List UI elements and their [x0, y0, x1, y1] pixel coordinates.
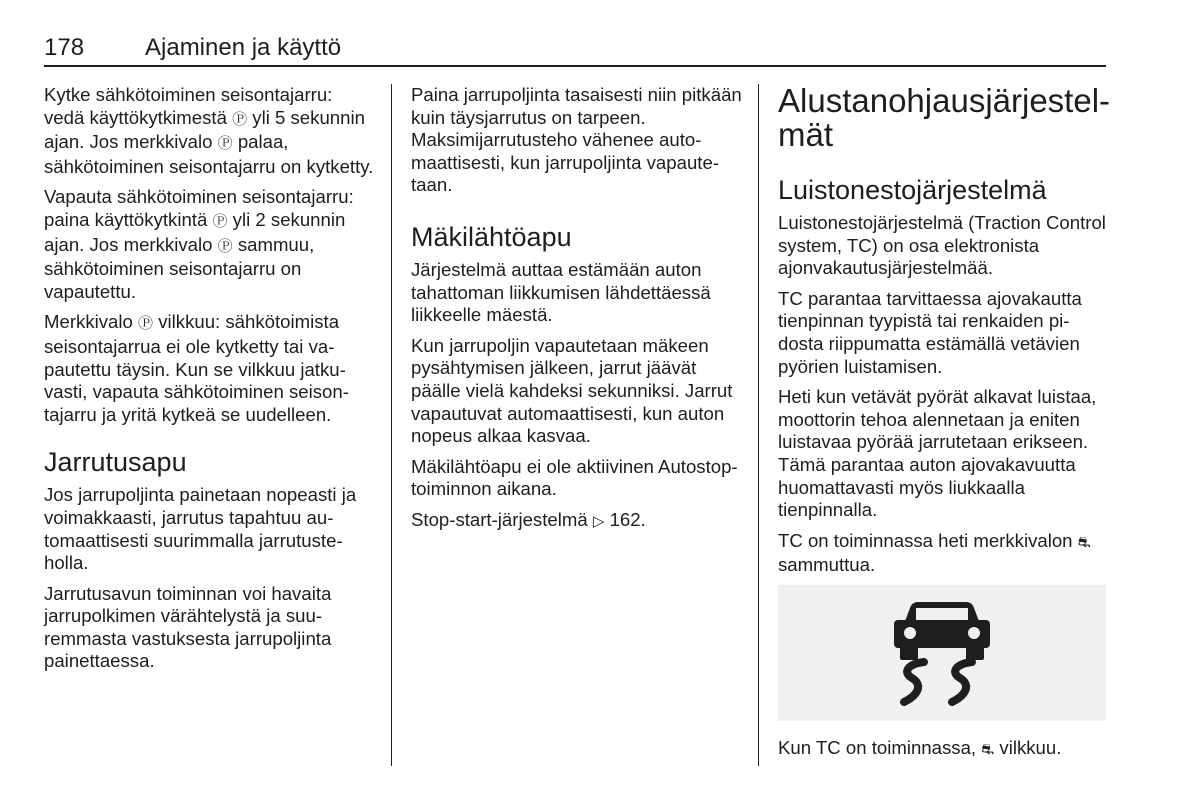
section-heading-hill-start-assist: Mäkilähtöapu: [411, 221, 572, 252]
column-left: [44, 84, 374, 681]
paragraph: Paina jarrupoljinta tasaisesti niin pitkään kuin täysjarrutus on tarpeen. Maksimijarrutusteho vähenee automaattisesti, kun jarrupoljinta vapautetaan.: [411, 84, 742, 196]
paragraph: Kun jarrupoljin vapautetaan mäkeen pysähtymisen jälkeen, jarrut jäävät päälle vielä kahdeksi sekunniksi. Jarrut vapautuvat automaattisesti, kun auton nopeus alkaa kasvaa.: [411, 334, 733, 447]
column-divider: [758, 84, 759, 766]
paragraph: Järjestelmä auttaa estämään auton tahattoman liikkumisen lähdettäessä liikkeelle mäestä.: [411, 258, 711, 326]
section-heading-chassis-control: Alustanohjausjärjestelmät: [778, 82, 1111, 153]
section-heading-brake-assist: Jarrutusapu: [44, 447, 187, 478]
paragraph: Jos jarrupoljinta painetaan nopeasti ja voimakkaasti, jarrutus tapahtuu automaattisesti suurimmalla jarrutusteholla.: [44, 484, 357, 574]
traction-control-icon: ⛐: [981, 740, 995, 758]
traction-control-icon: ⛐: [1077, 533, 1091, 551]
parking-brake-icon: Ⓟ: [217, 237, 233, 255]
chapter-title: Ajaminen ja käyttö: [145, 34, 342, 61]
paragraph: Kun TC on toiminnassa, ⛐ vilkkuu.: [778, 737, 1108, 762]
parking-brake-icon: Ⓟ: [232, 110, 248, 128]
parking-brake-icon: Ⓟ: [138, 315, 154, 333]
parking-brake-icon: Ⓟ: [212, 212, 228, 230]
parking-brake-icon: Ⓟ: [217, 135, 233, 153]
cross-reference: Stop-start-järjestelmä ▷ 162.: [411, 509, 745, 534]
column-middle: [411, 84, 745, 542]
page-reference-link[interactable]: 162.: [609, 508, 646, 530]
paragraph-engage-brake: Kytke sähkötoiminen seisontajarru: vedä käyttökytkimestä Ⓟ yli 5 sekunnin ajan. Jos merkkivalo Ⓟ palaa, sähkötoiminen seisontajarru on kytketty.: [44, 84, 374, 177]
page-reference-arrow-icon: ▷: [592, 512, 605, 530]
subsection-heading-traction-control: Luistonestojärjestelmä: [778, 175, 1047, 205]
column-right: [778, 82, 1111, 770]
header-rule: [44, 65, 1106, 67]
paragraph-brake-warning: Merkkivalo Ⓟ vilkkuu: sähkötoimista seisontajarrua ei ole kytketty tai vapautettu täysin. Kun se vilkkuu jatkuvasti, vapauta sähkötoiminen seisontajarru ja yritä kytkeä se uudelleen.: [44, 311, 349, 425]
page-header: [44, 33, 1106, 67]
paragraph: Heti kun vetävät pyörät alkavat luistaa, moottorin tehoa alennetaan ja eniten luistavaa pyörää jarrutetaan erikseen. Tämä parantaa auton ajovakavuutta huomattavasti myös liukkaalla tienpinnalla.: [778, 386, 1097, 521]
traction-control-car-icon: [882, 598, 1002, 708]
paragraph: Mäkilähtöapu ei ole aktiivinen Autostop-toiminnon aikana.: [411, 455, 738, 500]
paragraph: Jarrutusavun toiminnan voi havaita jarrupolkimen värähtelystä ja suuremmasta vastuksesta jarrupoljinta painettaessa.: [44, 582, 332, 672]
paragraph: Luistonestojärjestelmä (Traction Control system, TC) on osa elektronista ajonvakautusjärjestelmää.: [778, 212, 1106, 279]
traction-control-illustration: [778, 585, 1106, 721]
paragraph-release-brake: Vapauta sähkötoiminen seisontajarru: paina käyttökytkintä Ⓟ yli 2 sekunnin ajan. Jos merkkivalo Ⓟ sammuu, sähkötoiminen seisontajarru on vapautettu.: [44, 186, 354, 302]
column-divider: [391, 84, 392, 766]
paragraph: TC on toiminnassa heti merkkivalon ⛐ sammuttua.: [778, 529, 1091, 576]
page-number: 178: [44, 34, 85, 61]
paragraph: TC parantaa tarvittaessa ajovakautta tienpinnan tyypistä tai renkaiden pidosta riippumatta estämällä vetävien pyörien luistamisen.: [778, 287, 1082, 377]
